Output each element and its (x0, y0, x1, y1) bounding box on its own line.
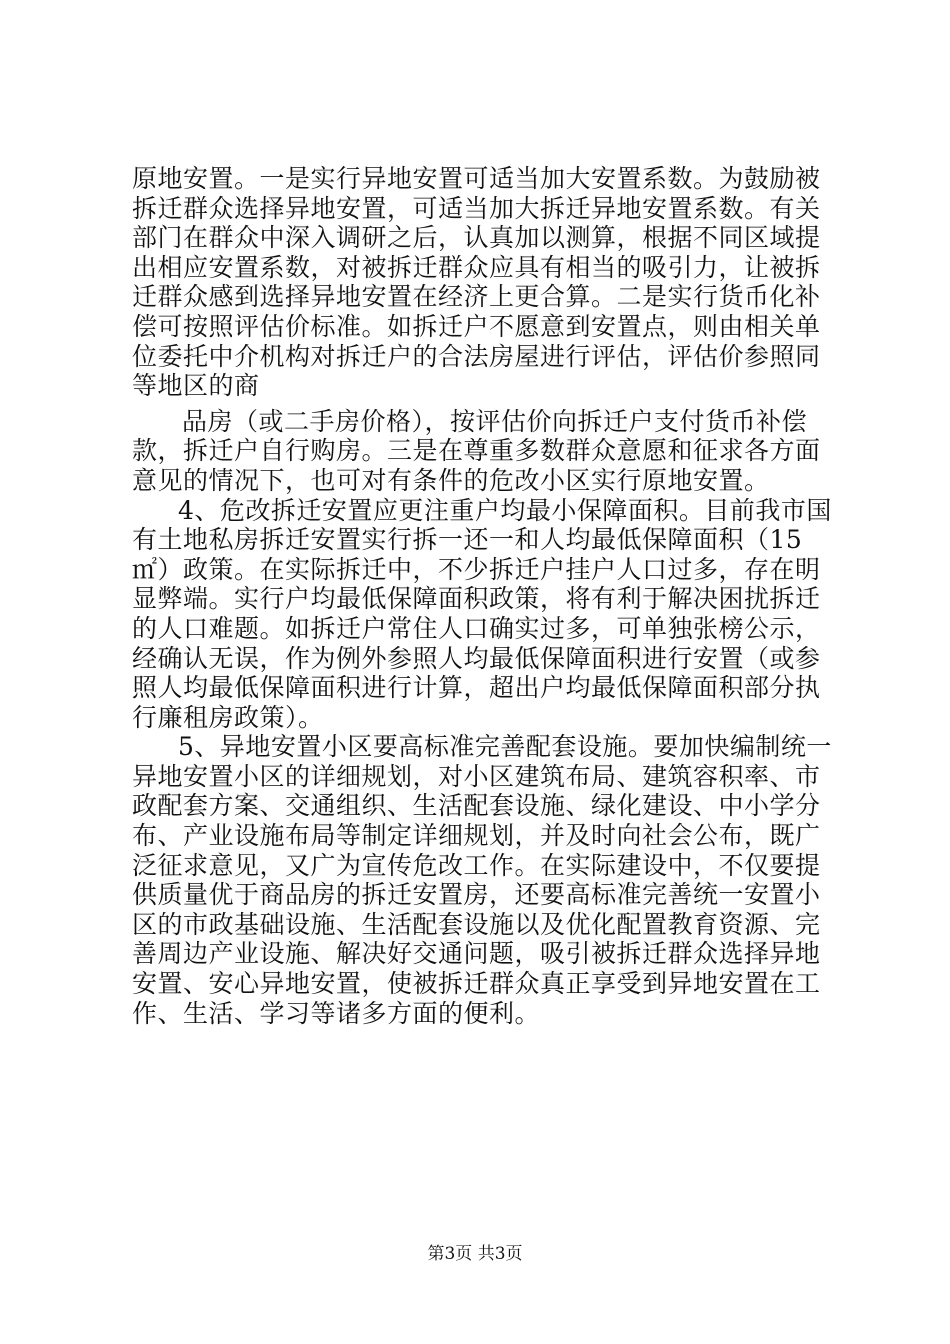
text-line: 4、危改拆迁安置应更注重户均最小保障面积。目前我市国 (178, 495, 832, 525)
text-line: 的人口难题。如拆迁户常住人口确实过多，可单独张榜公示， (132, 613, 821, 643)
text-line: 布、产业设施布局等制定详细规划，并及时向社会公布，既广 (132, 821, 821, 851)
text-line: 泛征求意见，又广为宣传危改工作。在实际建设中，不仅要提 (132, 850, 821, 880)
text-line: 区的市政基础设施、生活配套设施以及优化配置教育资源、完 (132, 909, 821, 939)
text-line: 偿可按照评估价标准。如拆迁户不愿意到安置点，则由相关单 (132, 311, 821, 341)
text-line: 意见的情况下，也可对有条件的危改小区实行原地安置。 (132, 465, 770, 495)
paragraph-2 (132, 407, 832, 496)
text-line: 迁群众感到选择异地安置在经济上更合算。二是实行货币化补 (132, 282, 821, 312)
text-line: 原地安置。一是实行异地安置可适当加大安置系数。为鼓励被 (132, 164, 821, 193)
text-line: 部门在群众中深入调研之后，认真加以测算，根据不同区域提 (132, 223, 821, 253)
text-line: 位委托中介机构对拆迁户的合法房屋进行评估，评估价参照同 (132, 341, 821, 371)
text-line: 出相应安置系数，对被拆迁群众应具有相当的吸引力，让被拆 (132, 252, 821, 282)
text-line: 作、生活、学习等诸多方面的便利。 (132, 998, 541, 1028)
text-line: 善周边产业设施、解决好交通问题，吸引被拆迁群众选择异地 (132, 939, 821, 969)
text-line: 照人均最低保障面积进行计算，超出户均最低保障面积部分执 (132, 673, 821, 703)
text-line: 异地安置小区的详细规划，对小区建筑布局、建筑容积率、市 (132, 761, 821, 791)
text-line: 5、异地安置小区要高标准完善配套设施。要加快编制统一 (178, 732, 832, 762)
paragraph-3 (132, 496, 832, 733)
paragraph-1 (132, 164, 832, 401)
document-body (132, 164, 832, 1028)
text-line: 品房（或二手房价格），按评估价向拆迁户支付货币补偿 (182, 406, 808, 436)
text-line: 行廉租房政策）。 (132, 702, 324, 732)
text-line: 款，拆迁户自行购房。三是在尊重多数群众意愿和征求各方面 (132, 436, 821, 466)
text-line: 显弊端。实行户均最低保障面积政策，将有利于解决困扰拆迁 (132, 584, 821, 614)
text-line: 拆迁群众选择异地安置，可适当加大拆迁异地安置系数。有关 (132, 193, 821, 223)
text-line: 政配套方案、交通组织、生活配套设施、绿化建设、中小学分 (132, 791, 821, 821)
text-line: ㎡）政策。在实际拆迁中，不少拆迁户挂户人口过多，存在明 (132, 554, 821, 584)
paragraph-4 (132, 732, 832, 1028)
text-line: 安置、安心异地安置，使被拆迁群众真正享受到异地安置在工 (132, 969, 821, 999)
text-line: 经确认无误，作为例外参照人均最低保障面积进行安置（或参 (132, 643, 821, 673)
text-line: 有土地私房拆迁安置实行拆一还一和人均最低保障面积（15 (132, 525, 803, 555)
page-number-footer: 第3页 共3页 (427, 1244, 523, 1264)
text-line: 供质量优于商品房的拆迁安置房，还要高标准完善统一安置小 (132, 880, 821, 910)
text-line: 等地区的商 (132, 371, 260, 401)
